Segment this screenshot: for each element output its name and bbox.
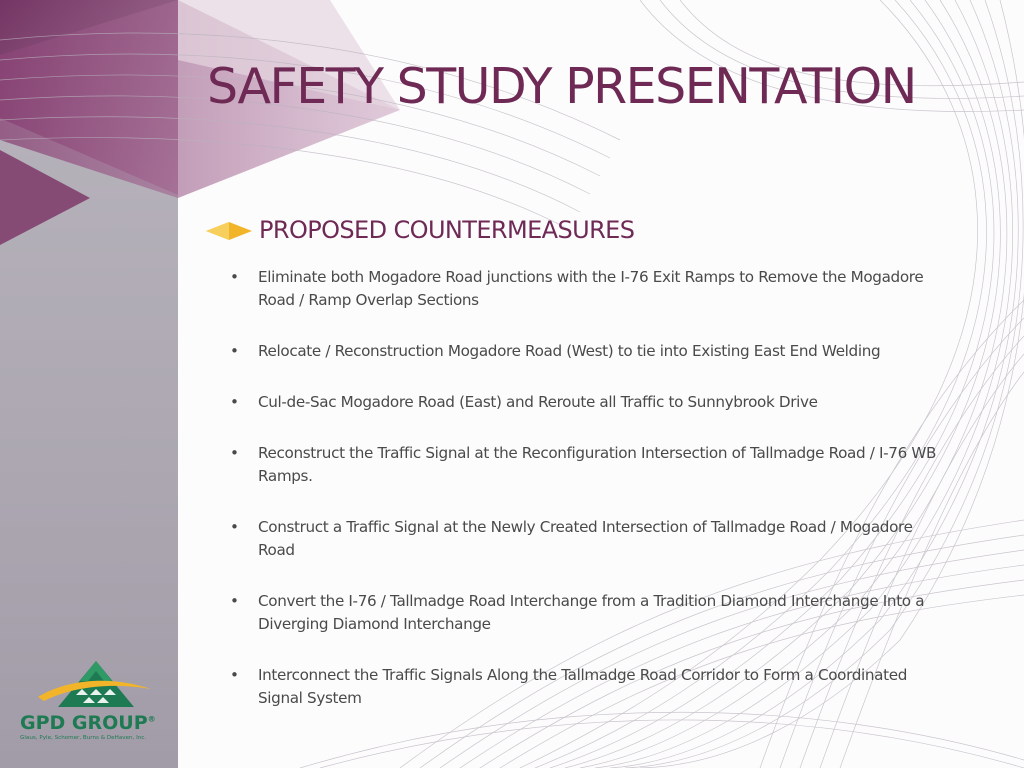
list-item [230, 340, 952, 363]
list-item-text: Cul-de-Sac Mogadore Road (East) and Reroute all Traffic to Sunnybrook Drive [258, 393, 818, 411]
bullet-dot: • [230, 393, 239, 411]
list-item [230, 590, 952, 636]
diamond-bullet-icon [206, 222, 252, 240]
logo-name: GPD GROUP [20, 712, 148, 734]
list-item [230, 266, 952, 312]
list-item-text: Eliminate both Mogadore Road junctions with the I-76 Exit Ramps to Remove the Mogadore Road / Ramp Overlap Sections [258, 268, 924, 309]
logo-tagline: Glaus, Pyle, Schomer, Burns & DeHaven, Inc. [20, 735, 147, 741]
bullet-dot: • [230, 666, 239, 684]
bullet-dot: • [230, 444, 239, 462]
registered-mark: ® [147, 714, 156, 724]
bullet-dot: • [230, 342, 239, 360]
list-item-text: Construct a Traffic Signal at the Newly Created Intersection of Tallmadge Road / Mogadore Road [258, 518, 913, 559]
bullet-dot: • [230, 592, 239, 610]
list-item-text: Relocate / Reconstruction Mogadore Road (West) to tie into Existing East End Welding [258, 342, 881, 360]
logo-wordmark [20, 712, 160, 734]
bullet-dot: • [230, 518, 239, 536]
list-item-text: Interconnect the Traffic Signals Along the Tallmadge Road Corridor to Form a Coordinated Signal System [258, 666, 907, 707]
list-item [230, 664, 952, 710]
section-subtitle: PROPOSED COUNTERMEASURES [259, 216, 635, 244]
slide-title: SAFETY STUDY PRESENTATION [207, 58, 916, 115]
list-item-text: Reconstruct the Traffic Signal at the Reconfiguration Intersection of Tallmadge Road / I-76 WB Ramps. [258, 444, 937, 485]
countermeasure-list [230, 266, 952, 738]
list-item [230, 516, 952, 562]
list-item [230, 391, 952, 414]
list-item-text: Convert the I-76 / Tallmadge Road Interchange from a Tradition Diamond Interchange Into a Diverging Diamond Interchange [258, 592, 925, 633]
bullet-dot: • [230, 268, 239, 286]
list-item [230, 442, 952, 488]
